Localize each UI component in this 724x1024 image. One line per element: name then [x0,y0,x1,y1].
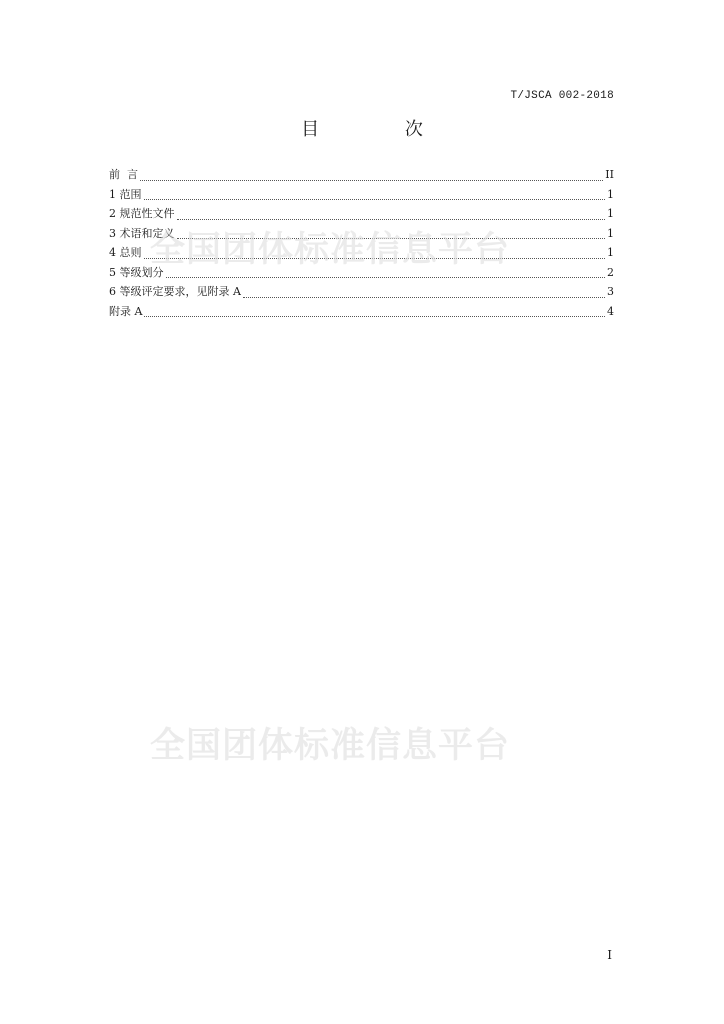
page-number: I [607,948,612,962]
toc-entry-label: 1 范围 [109,187,142,201]
toc-entry-label: 5 等级划分 [109,265,164,279]
toc-entry-page: 1 [607,246,614,259]
toc-leader-dots [177,219,606,220]
document-code: T/JSCA 002-2018 [510,90,614,102]
toc-entry-label: 前 言 [109,168,138,181]
toc-entry-page: 1 [607,207,614,220]
toc-entry-page: 2 [607,265,614,279]
toc-entry-appendix-a[interactable] [109,302,614,322]
toc-entry-label: 6 等级评定要求，见附录 A [109,285,241,298]
toc-leader-dots [144,199,606,200]
toc-entry-foreword[interactable] [109,165,614,185]
toc-entry-label: 3 术语和定义 [109,226,175,240]
watermark-top: 全国团体标准信息平台 [150,230,511,270]
toc-title: 目 次 [301,119,463,140]
toc-entry-page: 4 [607,304,614,318]
toc-entry-label: 附录 A [109,304,143,318]
toc-entry-page: 3 [607,285,614,298]
watermark-bottom: 全国团体标准信息平台 [150,726,511,766]
toc-leader-dots [243,297,605,298]
toc-entry-grade-evaluation[interactable] [109,282,614,302]
toc-entry-page: 1 [607,187,614,201]
toc-leader-dots [140,180,603,181]
toc-entry-normative-documents[interactable] [109,204,614,224]
toc-leader-dots [166,277,606,278]
toc-entry-scope[interactable] [109,185,614,205]
toc-entry-page: II [605,168,614,181]
toc-entry-label: 2 规范性文件 [109,207,175,220]
toc-entry-page: 1 [607,226,614,240]
toc-leader-dots [144,316,605,317]
toc-entry-label: 4 总则 [109,246,142,259]
